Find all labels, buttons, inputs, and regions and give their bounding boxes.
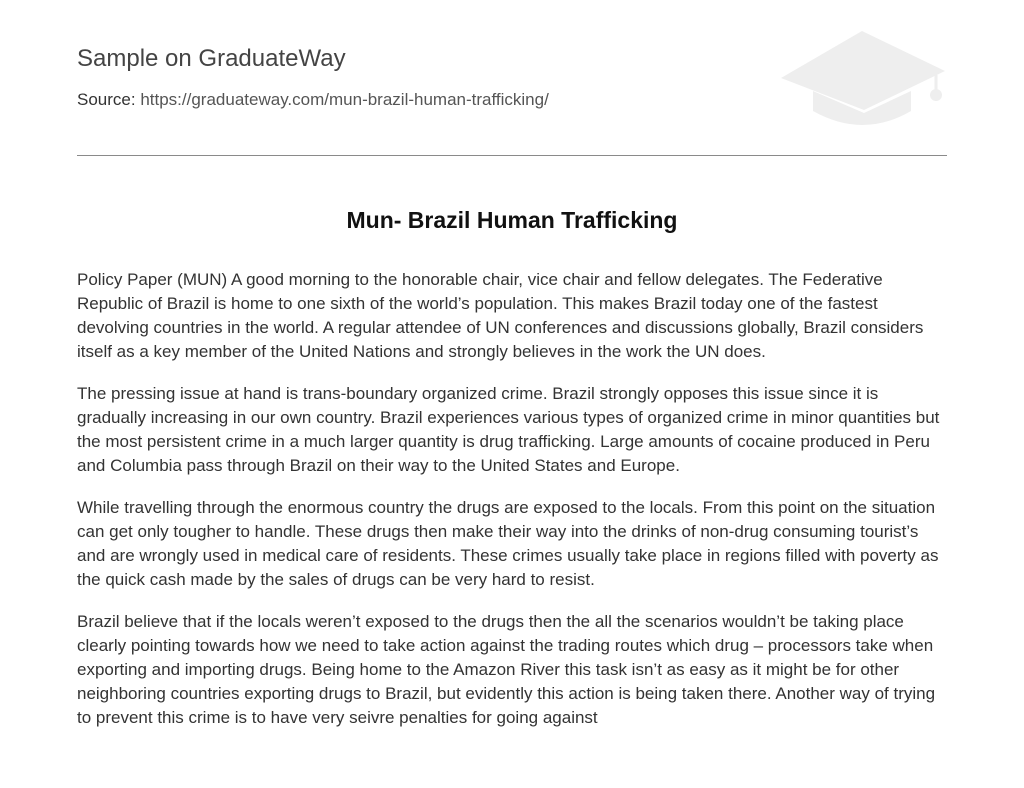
graduation-cap-icon [781, 31, 947, 131]
article-body [77, 268, 947, 732]
site-title: Sample on GraduateWay [77, 45, 346, 72]
paragraph: While travelling through the enormous country the drugs are exposed to the locals. From this point on the situation can get only tougher to handle. These drugs then make their way into the drinks of non-drug consuming tourist’s and are wrongly used in medical care of residents. These crimes usually take place in regions filled with poverty as the quick cash made by the sales of drugs can be very hard to resist. [77, 498, 939, 589]
paragraph: Policy Paper (MUN) A good morning to the honorable chair, vice chair and fellow delegates. The Federative Republic of Brazil is home to one sixth of the world’s population. This makes Brazil today one of the fastest devolving countries in the world. A regular attendee of UN conferences and discussions globally, Brazil considers itself as a key member of the United Nations and strongly believes in the work the UN does. [77, 270, 924, 361]
paragraph: Brazil believe that if the locals weren’t exposed to the drugs then the all the scenarios wouldn’t be taking place clearly pointing towards how we need to take action against the trading routes which drug – processors take when exporting and importing drugs. Being home to the Amazon River this task isn’t as easy as it might be for other neighboring countries exporting drugs to Brazil, but evidently this action is being taken there. Another way of trying to prevent this crime is to have very seivre penalties for going against [77, 612, 936, 727]
header [77, 38, 947, 156]
source-link[interactable]: https://graduateway.com/mun-brazil-human-trafficking/ [140, 90, 549, 109]
divider [77, 155, 947, 156]
source-label: Source: [77, 90, 136, 109]
article-title: Mun- Brazil Human Trafficking [346, 207, 678, 233]
paragraph: The pressing issue at hand is trans-boundary organized crime. Brazil strongly opposes this issue since it is gradually increasing in our own country. Brazil experiences various types of organized crime in minor quantities but the most persistent crime in a much larger quantity is drug trafficking. Large amounts of cocaine produced in Peru and Columbia pass through Brazil on their way to the United States and Europe. [77, 384, 940, 475]
source-line [77, 89, 549, 111]
